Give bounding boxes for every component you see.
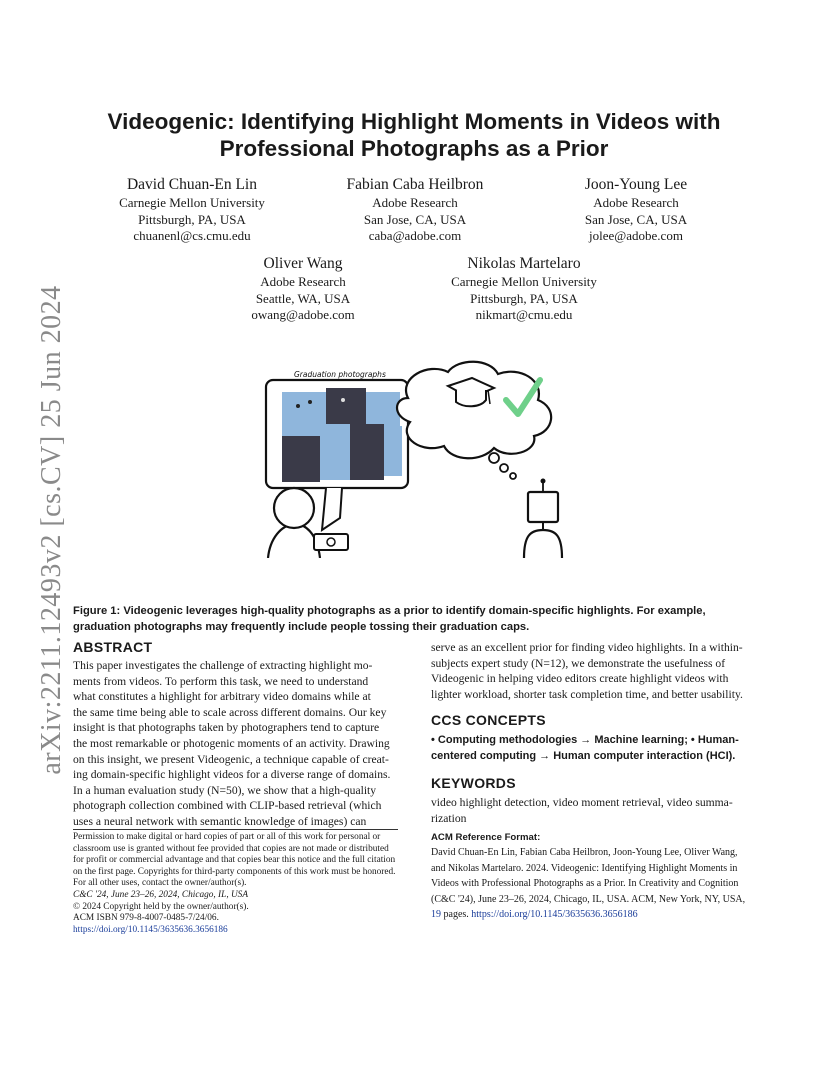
thought-bubble <box>510 473 516 479</box>
doi-link[interactable]: https://doi.org/10.1145/3635636.3656186 <box>73 924 228 935</box>
acm-reference <box>431 830 766 922</box>
author-email[interactable]: caba@adobe.com <box>368 228 462 243</box>
footnote-rule <box>73 829 398 830</box>
abstract-line: what constitutes a highlight for arbitrary video domains while at <box>73 690 371 704</box>
graduation-cap-base <box>456 390 486 406</box>
abstract-line: Videogenic in helping video editors create highlight videos with <box>431 672 729 686</box>
abstract-line: subjects expert study (N=12), we demonstrate the usefulness of <box>431 656 726 670</box>
abstract-line: ing domain-specific highlight videos for a diverse range of domains. <box>73 768 391 782</box>
author-5 <box>434 254 614 324</box>
photo-caps-sky <box>282 392 326 436</box>
abstract-text <box>73 658 398 830</box>
abstract-line: photograph collection combined with CLIP-based retrieval (which <box>73 799 382 813</box>
thought-cloud <box>397 362 551 459</box>
title-line-2: Professional Photographs as a Prior <box>219 136 609 161</box>
permission-line: classroom use is granted without fee provided that copies are not made or distributed <box>73 843 389 854</box>
author-name: Joon-Young Lee <box>584 176 688 193</box>
author-1 <box>102 175 282 245</box>
keywords-line: video highlight detection, video moment retrieval, video summa- <box>431 796 733 809</box>
graduation-photos <box>282 388 402 482</box>
title-line-1: Videogenic: Identifying Highlight Moments in Videos with <box>107 109 721 134</box>
person-silhouette <box>268 524 320 558</box>
keywords-heading: KEYWORDS <box>431 775 516 791</box>
thought-bubble <box>489 453 499 463</box>
photo-portrait <box>350 424 384 480</box>
keywords-text <box>431 795 761 826</box>
permission-line: for profit or commercial advantage and that copies bear this notice and the full citation <box>73 855 396 866</box>
permission-line: For all other uses, contact the owner/author(s). <box>73 878 247 889</box>
photo-building <box>366 392 400 426</box>
robot-icon <box>528 492 558 522</box>
author-name: David Chuan-En Lin <box>126 176 257 193</box>
author-email[interactable]: nikmart@cmu.edu <box>475 307 573 322</box>
cap-mark <box>341 398 345 402</box>
ccs-line: • Computing methodologies → Machine learning; • Human- <box>431 734 739 746</box>
acm-reference-line: (C&C '24), June 23–26, 2024, Chicago, IL, USA. ACM, New York, NY, USA, <box>431 893 746 905</box>
acm-reference-heading: ACM Reference Format: <box>431 832 541 843</box>
abstract-continued <box>431 640 757 702</box>
thought-bubble <box>500 464 508 472</box>
keywords-line: rization <box>431 811 467 825</box>
acm-reference-line-last <box>431 907 766 922</box>
photo-graduates <box>282 436 320 482</box>
teaser-figure <box>258 358 570 558</box>
ccs-heading: CCS CONCEPTS <box>431 712 546 728</box>
acm-reference-line: Videos with Professional Photographs as a Prior. In Creativity and Cognition <box>431 878 739 890</box>
author-4 <box>213 254 393 324</box>
author-location: Seattle, WA, USA <box>255 290 351 306</box>
author-affiliation: Carnegie Mellon University <box>119 195 265 210</box>
author-location: Pittsburgh, PA, USA <box>470 290 578 306</box>
acm-reference-line: and Nikolas Martelaro. 2024. Videogenic: Identifying Highlight Moments in <box>431 862 738 874</box>
ccs-concepts <box>431 733 761 764</box>
acm-reference-line: David Chuan-En Lin, Fabian Caba Heilbron, Joon-Young Lee, Oliver Wang, <box>431 847 738 859</box>
abstract-line: In a human evaluation study (N=50), we show that a high-quality <box>73 783 377 797</box>
photo-mosque <box>320 424 350 480</box>
author-email[interactable]: jolee@adobe.com <box>589 228 683 243</box>
permission-line: on the first page. Copyrights for third-party components of this work must be honored. <box>73 866 396 877</box>
figure-caption-line: Figure 1: Videogenic leverages high-quality photographs as a prior to identify domain-specific highlights. For example, <box>73 605 706 617</box>
author-location: Pittsburgh, PA, USA <box>138 211 246 227</box>
board-label: Graduation photographs <box>294 370 386 379</box>
abstract-heading: ABSTRACT <box>73 639 153 655</box>
camera-lens <box>327 538 335 546</box>
author-2 <box>325 175 505 245</box>
abstract-line: the most remarkable or photogenic moments of an activity. Drawing <box>73 736 390 750</box>
ccs-line: centered computing → Human computer interaction (HCI). <box>431 749 736 762</box>
author-location: San Jose, CA, USA <box>363 211 467 227</box>
author-affiliation: Adobe Research <box>372 195 458 210</box>
pages-text: pages. <box>441 909 472 921</box>
author-name: Nikolas Martelaro <box>467 255 581 272</box>
author-name: Oliver Wang <box>263 255 343 272</box>
abstract-line: serve as an excellent prior for finding video highlights. In a within- <box>431 641 743 654</box>
author-email[interactable]: chuanenl@cs.cmu.edu <box>133 228 251 243</box>
abstract-line: uses a neural network with semantic knowledge of images) can <box>73 814 367 828</box>
permission-notice <box>73 832 403 936</box>
author-affiliation: Adobe Research <box>593 195 679 210</box>
robot-body <box>524 530 562 558</box>
author-email[interactable]: owang@adobe.com <box>251 307 355 322</box>
person-head <box>274 488 314 528</box>
author-affiliation: Carnegie Mellon University <box>451 274 597 289</box>
abstract-line: lighter workload, shorter task completion time, and better usability. <box>431 687 743 701</box>
cap-mark <box>296 404 300 408</box>
acm-doi-link[interactable]: https://doi.org/10.1145/3635636.3656186 <box>471 909 638 921</box>
paper-title <box>60 108 768 162</box>
abstract-line: insight is that photographs taken by photographers tend to capture <box>73 721 380 735</box>
arxiv-identifier: arXiv:2211.12493v2 [cs.CV] 25 Jun 2024 <box>36 285 67 775</box>
author-3 <box>546 175 726 245</box>
author-affiliation: Adobe Research <box>260 274 346 289</box>
isbn-line: ACM ISBN 979-8-4007-0485-7/24/06. <box>73 913 219 924</box>
abstract-line: on this insight, we present Videogenic, a technique capable of creat- <box>73 752 389 766</box>
photo-arches <box>384 426 402 476</box>
abstract-line: ments from videos. To perform this task, we need to understand <box>73 674 369 688</box>
abstract-line: This paper investigates the challenge of extracting highlight mo- <box>73 659 373 672</box>
abstract-line: the same time being able to scale across different domains. Our key <box>73 705 387 719</box>
cap-mark <box>308 400 312 404</box>
author-location: San Jose, CA, USA <box>584 211 688 227</box>
venue-line: C&C '24, June 23–26, 2024, Chicago, IL, USA <box>73 889 249 900</box>
permission-line: Permission to make digital or hard copies of part or all of this work for personal or <box>73 832 381 842</box>
author-name: Fabian Caba Heilbron <box>346 176 484 193</box>
figure-caption <box>73 603 758 635</box>
photo-caps-toss <box>326 388 366 424</box>
pages-link[interactable]: 19 <box>431 909 441 921</box>
robot-antenna <box>541 479 546 484</box>
figure-caption-line: graduation photographs may frequently include people tossing their graduation caps. <box>73 621 530 633</box>
copyright-line: © 2024 Copyright held by the owner/author(s). <box>73 901 249 912</box>
speech-tail <box>322 488 342 530</box>
